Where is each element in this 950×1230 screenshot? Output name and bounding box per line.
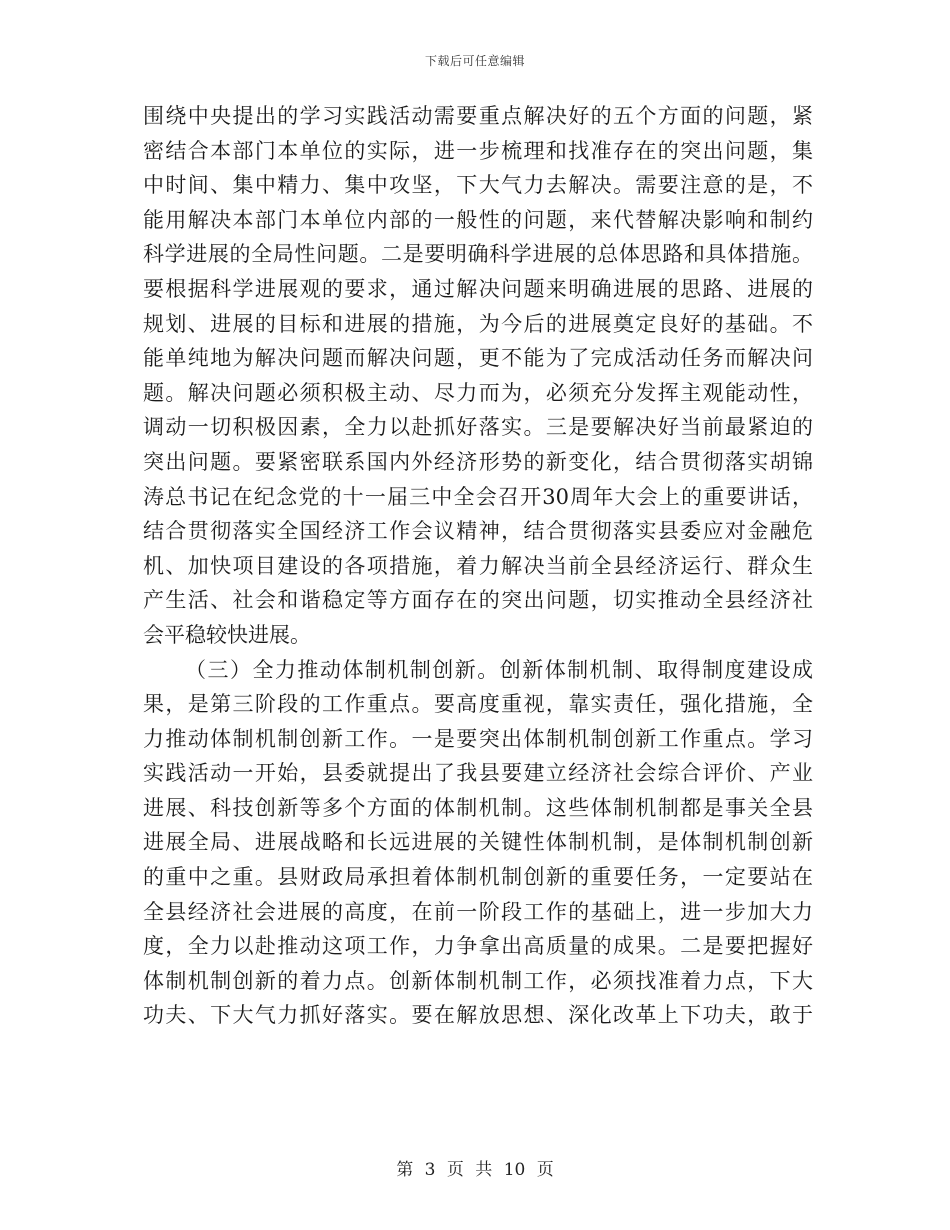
text-line: 密结合本部门本单位的实际，进一步梳理和找准存在的突出问题，集 (143, 138, 813, 163)
text-line: 能单纯地为解决问题而解决问题，更不能为了完成活动任务而解决问 (143, 346, 813, 371)
text-line: 进展全局、进展战略和长远进展的关键性体制机制，是体制机制创新 (143, 830, 813, 855)
text-line: 涛总书记在纪念党的十一届三中全会召开30周年大会上的重要讲话， (143, 484, 813, 509)
text-line: 科学进展的全局性问题。二是要明确科学进展的总体思路和具体措施。 (143, 242, 813, 267)
page-number-footer: 第 3 页 共 10 页 (396, 1160, 554, 1180)
text-line: 的重中之重。县财政局承担着体制机制创新的重要任务，一定要站在 (143, 865, 813, 890)
text-line: 调动一切积极因素，全力以赴抓好落实。三是要解决好当前最紧迫的 (143, 415, 813, 440)
text-line: 结合贯彻落实全国经济工作会议精神，结合贯彻落实县委应对金融危 (143, 519, 813, 544)
text-line: 规划、进展的目标和进展的措施，为今后的进展奠定良好的基础。不 (143, 311, 813, 336)
text-line: 力推动体制机制创新工作。一是要突出体制机制创新工作重点。学习 (143, 726, 813, 751)
text-line: 围绕中央提出的学习实践活动需要重点解决好的五个方面的问题，紧 (143, 104, 813, 128)
text-line: 机、加快项目建设的各项措施，着力解决当前全县经济运行、群众生 (143, 553, 813, 578)
text-line: 产生活、社会和谐稳定等方面存在的突出问题，切实推动全县经济社 (143, 588, 813, 613)
text-line: 全县经济社会进展的高度，在前一阶段工作的基础上，进一步加大力 (143, 899, 813, 924)
text-line: 题。解决问题必须积极主动、尽力而为，必须充分发挥主观能动性， (143, 380, 813, 405)
text-line: 实践活动一开始，县委就提出了我县要建立经济社会综合评价、产业 (143, 761, 813, 786)
text-line: 会平稳较快进展。 (143, 622, 311, 647)
text-line: 功夫、下大气力抓好落实。要在解放思想、深化改革上下功夫，敢于 (143, 1003, 813, 1028)
text-line: 中时间、集中精力、集中攻坚，下大气力去解决。需要注意的是，不 (143, 173, 813, 198)
text-line: 突出问题。要紧密联系国内外经济形势的新变化，结合贯彻落实胡锦 (143, 449, 813, 474)
page-header: 下载后可任意编辑 (424, 54, 525, 68)
text-line: 果，是第三阶段的工作重点。要高度重视，靠实责任，强化措施，全 (143, 692, 813, 717)
text-line: 要根据科学进展观的要求，通过解决问题来明确进展的思路、进展的 (143, 276, 813, 301)
text-line: 度，全力以赴推动这项工作，力争拿出高质量的成果。二是要把握好 (143, 934, 813, 959)
document-body (143, 99, 813, 1033)
text-line: 体制机制创新的着力点。创新体制机制工作，必须找准着力点，下大 (143, 968, 813, 993)
section-heading-line: （三）全力推动体制机制创新。创新体制机制、取得制度建设成 (185, 657, 813, 682)
text-line: 能用解决本部门本单位内部的一般性的问题，来代替解决影响和制约 (143, 207, 813, 232)
text-line: 进展、科技创新等多个方面的体制机制。这些体制机制都是事关全县 (143, 795, 813, 820)
